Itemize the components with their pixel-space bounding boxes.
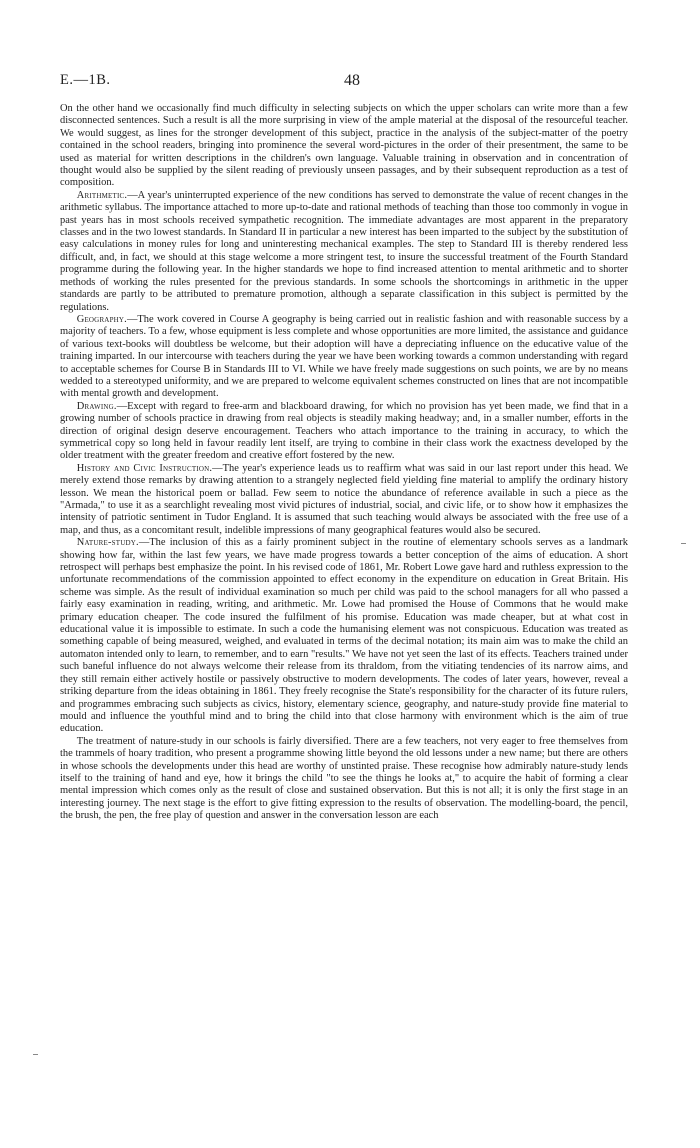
section-heading: Arithmetic. <box>76 189 128 201</box>
page-header <box>60 72 644 92</box>
paragraph-text: —The inclusion of this as a fairly prominent subject in the routine of elementary schools serves as a landmark showing how far, within the last few years, we have made progress towards a better conception of the aims of education. A short retrospect will perhaps best emphasize the point. In his revised code of 1861, Mr. Robert Lowe gave hard and ruthless expression to the unfortunate recommendations of the commission appointed to effect economy in the expenditure on education in Great Britain. His scheme was simple. As the result of individual examination so much per child was paid to the school managers for all who passed a fairly easy examination in reading, writing, and arithmetic. Mr. Lowe had promised the House of Commons that he would make primary education cheaper. The code insured the fulfilment of his promise. Education was made cheaper, but at what cost in educational value it is impossible to estimate. In such a code the humanising element was not conspicuous. Education was treated as something capable of being measured, weighed, and evaluated in terms of the decimal notation; its main aim was to make the child an automaton intended only to learn, to remember, and to earn "results." We have not yet seen the last of its effects. Teachers trained under such baneful influence do not always welcome their release from its thraldom, from the vitiating tendencies of its narrow aims, and they still remain either actively hostile or passively obstructive to modern developments. The codes of later years, however, reveal a striking departure from the ideas obtaining in 1861. They freely recognise the State's responsibility for the character of its future rulers, and programmes embracing such subjects as civics, history, elementary science, geography, and nature-study provide fine material to mould and influence the youthful mind and to bring the child into that close harmony with environment which is the aim of true education. <box>60 537 628 735</box>
section-heading: Nature-study. <box>76 537 139 549</box>
paragraph-arithmetic <box>60 190 628 314</box>
section-heading: Geography. <box>76 313 127 325</box>
paragraph-text: —The work covered in Course A geography is being carried out in realistic fashion and with reasonable success by a majority of teachers. To a few, whose equipment is less complete and whose opportunities are more limited, the assistance and guidance of various text-books will doubtless be welcome, but their adoption will have a depreciating influence on the educative value of the training imparted. In our intercourse with teachers during the year we have been working towards a common understanding with regard to acceptable schemes for Course B in Standards III to VI. While we have freely made suggestions on such points, we are by no means wedded to a stereotyped uniformity, and we are prepared to welcome equivalent schemes constructed on lines that are not incompatible with mental growth and development. <box>60 313 628 400</box>
paragraph-text: —Except with regard to free-arm and blackboard drawing, for which no provision has yet been made, we find that in a growing number of schools practice in drawing from real objects is steadily making headway; and, in a smaller number, efforts in the direction of original design deserve encouragement. Teachers who attach importance to the training in accuracy, to which the symmetrical copy so long held in favour readily lent itself, are trying to combine in their class work the exactness developed by the older treatment with the greater freedom and creative effort fostered by the new. <box>60 400 628 462</box>
paragraph-text: The treatment of nature-study in our schools is fairly diversified. There are a few teachers, not very eager to free themselves from the trammels of hoary tradition, who present a programme showing little beyond the old lessons under a new name; but there are others in whose schools the developments under this head are worthy of unstinted praise. These recognise how admirably nature-study lends itself to the training of hand and eye, how it brings the child "to see the things he looks at," to acquire the habit of forming a clear mental impression which comes only as the result of close and sustained observation. But this is not all; it is only the first stage in an interesting journey. The next stage is the effort to give fitting expression to the results of observation. The modelling-board, the pencil, the brush, the pen, the free play of question and answer in the conversation lesson are each <box>60 735 628 822</box>
report-body <box>60 103 628 823</box>
paragraph-nature-study <box>60 537 628 736</box>
document-reference: E.—1B. <box>60 72 111 88</box>
section-heading: History and Civic Instruction. <box>76 462 213 474</box>
paragraph-drawing <box>60 401 628 463</box>
paragraph-text: —A year's uninterrupted experience of the new conditions has served to demonstrate the value of recent changes in the arithmetic syllabus. The importance attached to more up-to-date and rational methods of teaching than those too commonly in vogue in past years has in most schools received sympathetic recognition. The immediate advantages are most apparent in the preparatory classes and in the two lowest standards. In Standard II in particular a new interest has been imparted to the subject by the substitution of easy calculations in money rules for long and uninteresting mechanical examples. The step to Standard III is thereby rendered less difficult, and, in fact, we should at this stage welcome a more stringent test, to insure the successful treatment of the Fourth Standard programme during the following year. In the higher standards we hope to find increased attention to mental arithmetic and to shorter methods of working the rules presented for the previous standards. In some schools the shortcomings in arithmetic in the upper standards are partly to be attributed to premature promotion, although a separate classification in this subject is permitted by the regulations. <box>60 189 628 313</box>
paragraph-composition <box>60 103 628 190</box>
paragraph-geography <box>60 314 628 401</box>
margin-mark <box>33 1054 38 1055</box>
margin-mark <box>681 543 686 544</box>
page-number: 48 <box>344 72 360 89</box>
paragraph-text: On the other hand we occasionally find much difficulty in selecting subjects on which the upper scholars can write more than a few disconnected sentences. Such a result is all the more surprising in view of the ample material at the disposal of the resourceful teacher. We would suggest, as lines for the stronger development of this subject, practice in the analysis of the subject-matter of the poetry contained in the school readers, bringing into prominence the several word-pictures in the order of their presentment, the same to be used as material for written descriptions in the children's own language. Valuable training in observation and in concentration of thought would also be supplied by the silent reading of previously unseen passages, and by their subsequent reproduction as a test of composition. <box>60 103 628 189</box>
paragraph-text: —The year's experience leads us to reaffirm what was said in our last report under this head. We merely extend those remarks by drawing attention to a strangely neglected field yielding fine material to amplify the ordinary history lesson. We mean the historical poem or ballad. Few seem to notice the abundance of reference available in such a piece as the "Armada," to use it as a searchlight revealing most vivid pictures of industrial, social, and civic life, or to show how it emphasizes the intensity of patriotic sentiment in Tudor England. It is assumed that such teaching would always be associated with the free use of a map, and thus, as a concomitant result, indelible impressions of many geographical features would also be secured. <box>60 462 628 536</box>
paragraph-nature-study-treatment <box>60 736 628 823</box>
section-heading: Drawing. <box>76 400 117 412</box>
paragraph-history <box>60 463 628 537</box>
